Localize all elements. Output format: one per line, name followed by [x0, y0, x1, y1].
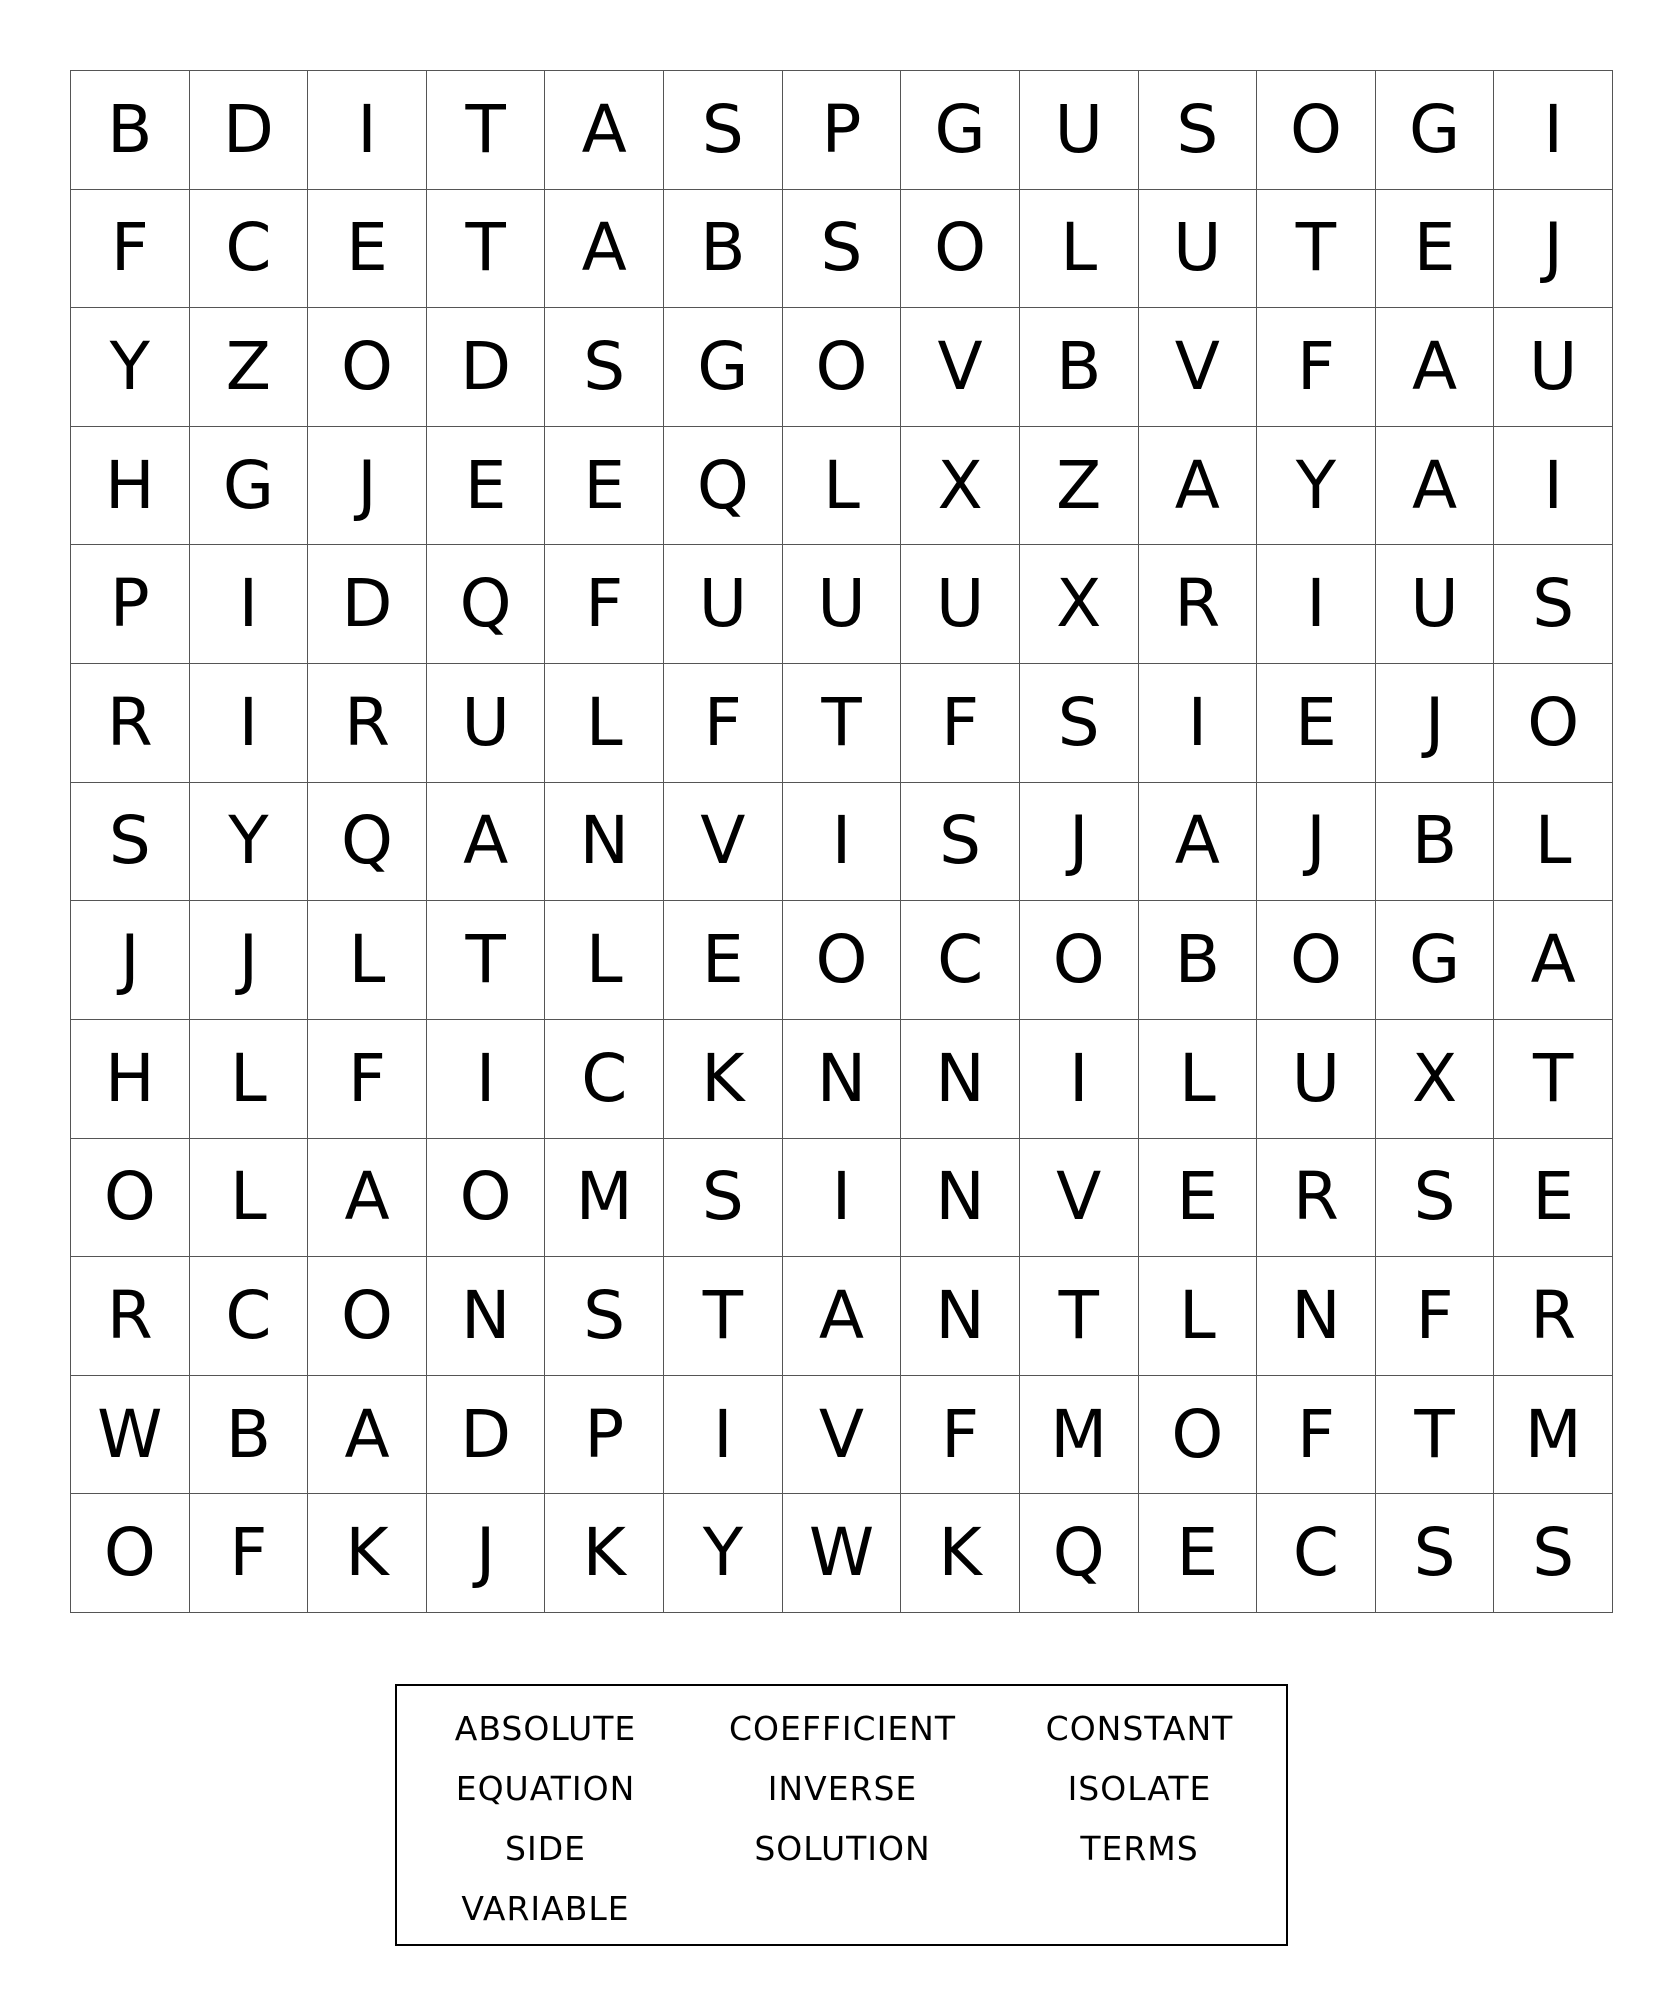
- grid-cell[interactable]: F: [308, 1020, 427, 1139]
- grid-cell[interactable]: D: [308, 545, 427, 664]
- grid-cell[interactable]: U: [901, 545, 1020, 664]
- grid-cell[interactable]: S: [1376, 1139, 1495, 1258]
- grid-cell[interactable]: S: [901, 783, 1020, 902]
- grid-cell[interactable]: H: [71, 427, 190, 546]
- grid-cell[interactable]: S: [1139, 71, 1258, 190]
- grid-cell[interactable]: F: [190, 1494, 309, 1613]
- grid-cell[interactable]: U: [664, 545, 783, 664]
- grid-cell[interactable]: B: [71, 71, 190, 190]
- grid-cell[interactable]: C: [190, 1257, 309, 1376]
- grid-cell[interactable]: L: [1494, 783, 1613, 902]
- grid-cell[interactable]: W: [71, 1376, 190, 1495]
- grid-cell[interactable]: S: [1494, 1494, 1613, 1613]
- grid-cell[interactable]: I: [783, 783, 902, 902]
- grid-cell[interactable]: L: [190, 1139, 309, 1258]
- grid-cell[interactable]: E: [1257, 664, 1376, 783]
- grid-cell[interactable]: A: [308, 1139, 427, 1258]
- grid-cell[interactable]: U: [1139, 190, 1258, 309]
- grid-cell[interactable]: X: [1020, 545, 1139, 664]
- word-bank-item: SOLUTION: [754, 1828, 931, 1868]
- grid-cell[interactable]: R: [1494, 1257, 1613, 1376]
- word-bank-item: COEFFICIENT: [728, 1708, 957, 1748]
- grid-cell[interactable]: E: [1139, 1494, 1258, 1613]
- grid-cell[interactable]: E: [427, 427, 546, 546]
- grid-cell[interactable]: I: [1494, 427, 1613, 546]
- grid-cell[interactable]: F: [1257, 308, 1376, 427]
- grid-cell[interactable]: T: [427, 71, 546, 190]
- grid-cell[interactable]: U: [1257, 1020, 1376, 1139]
- grid-cell[interactable]: D: [427, 1376, 546, 1495]
- grid-cell[interactable]: V: [1139, 308, 1258, 427]
- grid-cell[interactable]: F: [901, 1376, 1020, 1495]
- grid-cell[interactable]: F: [664, 664, 783, 783]
- grid-cell[interactable]: U: [1494, 308, 1613, 427]
- grid-cell[interactable]: O: [783, 308, 902, 427]
- grid-cell[interactable]: F: [901, 664, 1020, 783]
- grid-cell[interactable]: O: [1257, 71, 1376, 190]
- grid-cell[interactable]: T: [1376, 1376, 1495, 1495]
- word-bank-item: INVERSE: [767, 1768, 918, 1808]
- grid-cell[interactable]: Q: [664, 427, 783, 546]
- grid-cell[interactable]: X: [901, 427, 1020, 546]
- grid-cell[interactable]: I: [783, 1139, 902, 1258]
- grid-cell[interactable]: Y: [190, 783, 309, 902]
- grid-cell[interactable]: A: [1376, 427, 1495, 546]
- grid-cell[interactable]: Q: [308, 783, 427, 902]
- grid-cell[interactable]: K: [901, 1494, 1020, 1613]
- grid-cell[interactable]: Z: [190, 308, 309, 427]
- grid-cell[interactable]: N: [901, 1020, 1020, 1139]
- grid-cell[interactable]: D: [427, 308, 546, 427]
- grid-cell[interactable]: N: [427, 1257, 546, 1376]
- grid-cell[interactable]: C: [190, 190, 309, 309]
- grid-cell[interactable]: K: [664, 1020, 783, 1139]
- grid-cell[interactable]: L: [783, 427, 902, 546]
- grid-cell[interactable]: J: [427, 1494, 546, 1613]
- grid-cell[interactable]: S: [1376, 1494, 1495, 1613]
- grid-cell[interactable]: V: [664, 783, 783, 902]
- word-bank: [395, 1684, 1288, 1946]
- grid-cell[interactable]: I: [664, 1376, 783, 1495]
- grid-cell[interactable]: I: [308, 71, 427, 190]
- grid-cell[interactable]: A: [308, 1376, 427, 1495]
- grid-cell[interactable]: L: [1139, 1020, 1258, 1139]
- grid-cell[interactable]: Q: [427, 545, 546, 664]
- grid-cell[interactable]: B: [664, 190, 783, 309]
- grid-cell[interactable]: G: [1376, 901, 1495, 1020]
- grid-cell[interactable]: S: [783, 190, 902, 309]
- grid-cell[interactable]: O: [308, 1257, 427, 1376]
- grid-cell[interactable]: J: [1376, 664, 1495, 783]
- grid-cell[interactable]: Z: [1020, 427, 1139, 546]
- grid-cell[interactable]: A: [1139, 427, 1258, 546]
- grid-cell[interactable]: A: [545, 71, 664, 190]
- grid-cell[interactable]: E: [308, 190, 427, 309]
- grid-cell[interactable]: N: [545, 783, 664, 902]
- word-bank-item: TERMS: [1080, 1828, 1199, 1868]
- grid-cell[interactable]: L: [190, 1020, 309, 1139]
- word-bank-item: VARIABLE: [461, 1888, 630, 1928]
- grid-cell[interactable]: S: [664, 71, 783, 190]
- grid-cell[interactable]: L: [545, 664, 664, 783]
- grid-cell[interactable]: I: [427, 1020, 546, 1139]
- word-bank-item: ISOLATE: [1067, 1768, 1212, 1808]
- grid-cell[interactable]: O: [901, 190, 1020, 309]
- grid-cell[interactable]: D: [190, 71, 309, 190]
- grid-cell[interactable]: Y: [664, 1494, 783, 1613]
- grid-cell[interactable]: S: [545, 308, 664, 427]
- grid-cell[interactable]: A: [1494, 901, 1613, 1020]
- grid-cell[interactable]: O: [308, 308, 427, 427]
- grid-cell[interactable]: E: [545, 427, 664, 546]
- letter-grid: [70, 70, 1613, 1613]
- grid-cell[interactable]: R: [71, 664, 190, 783]
- grid-cell[interactable]: J: [190, 901, 309, 1020]
- grid-cell[interactable]: R: [71, 1257, 190, 1376]
- grid-cell[interactable]: V: [1020, 1139, 1139, 1258]
- grid-cell[interactable]: T: [1020, 1257, 1139, 1376]
- grid-cell[interactable]: I: [1139, 664, 1258, 783]
- grid-cell[interactable]: N: [901, 1139, 1020, 1258]
- grid-cell[interactable]: M: [545, 1139, 664, 1258]
- grid-cell[interactable]: I: [1257, 545, 1376, 664]
- grid-cell[interactable]: L: [1020, 190, 1139, 309]
- grid-cell[interactable]: P: [71, 545, 190, 664]
- grid-cell[interactable]: S: [71, 783, 190, 902]
- word-bank-item: SIDE: [505, 1828, 586, 1868]
- grid-cell[interactable]: A: [783, 1257, 902, 1376]
- grid-cell[interactable]: U: [427, 664, 546, 783]
- grid-cell[interactable]: A: [1139, 783, 1258, 902]
- grid-cell[interactable]: H: [71, 1020, 190, 1139]
- grid-cell[interactable]: O: [71, 1494, 190, 1613]
- grid-cell[interactable]: O: [783, 901, 902, 1020]
- grid-cell[interactable]: S: [1020, 664, 1139, 783]
- grid-cell[interactable]: V: [901, 308, 1020, 427]
- grid-cell[interactable]: R: [308, 664, 427, 783]
- grid-cell[interactable]: Y: [71, 308, 190, 427]
- grid-cell[interactable]: I: [190, 664, 309, 783]
- grid-cell[interactable]: O: [1139, 1376, 1258, 1495]
- grid-cell[interactable]: E: [664, 901, 783, 1020]
- grid-cell[interactable]: T: [664, 1257, 783, 1376]
- grid-cell[interactable]: M: [1494, 1376, 1613, 1495]
- grid-cell[interactable]: T: [1494, 1020, 1613, 1139]
- grid-cell[interactable]: R: [1139, 545, 1258, 664]
- grid-cell[interactable]: U: [1020, 71, 1139, 190]
- word-bank-item: CONSTANT: [1045, 1708, 1234, 1748]
- grid-cell[interactable]: L: [545, 901, 664, 1020]
- grid-cell[interactable]: J: [308, 427, 427, 546]
- grid-cell[interactable]: S: [664, 1139, 783, 1258]
- grid-cell[interactable]: J: [71, 901, 190, 1020]
- grid-cell[interactable]: M: [1020, 1376, 1139, 1495]
- grid-cell[interactable]: F: [1257, 1376, 1376, 1495]
- grid-cell[interactable]: K: [308, 1494, 427, 1613]
- grid-cell[interactable]: W: [783, 1494, 902, 1613]
- grid-cell[interactable]: G: [1376, 71, 1495, 190]
- grid-cell[interactable]: V: [783, 1376, 902, 1495]
- grid-cell[interactable]: T: [783, 664, 902, 783]
- grid-cell[interactable]: N: [783, 1020, 902, 1139]
- grid-cell[interactable]: L: [1139, 1257, 1258, 1376]
- grid-cell[interactable]: G: [664, 308, 783, 427]
- grid-cell[interactable]: B: [1376, 783, 1495, 902]
- grid-cell[interactable]: S: [545, 1257, 664, 1376]
- grid-cell[interactable]: G: [901, 71, 1020, 190]
- grid-cell[interactable]: O: [1494, 664, 1613, 783]
- grid-cell[interactable]: C: [1257, 1494, 1376, 1613]
- word-bank-item: EQUATION: [455, 1768, 636, 1808]
- grid-cell[interactable]: K: [545, 1494, 664, 1613]
- grid-cell[interactable]: T: [1257, 190, 1376, 309]
- grid-cell[interactable]: A: [1376, 308, 1495, 427]
- word-bank-item: ABSOLUTE: [454, 1708, 637, 1748]
- grid-cell[interactable]: J: [1494, 190, 1613, 309]
- grid-cell[interactable]: O: [1020, 901, 1139, 1020]
- grid-cell[interactable]: U: [1376, 545, 1495, 664]
- grid-cell[interactable]: P: [783, 71, 902, 190]
- grid-cell[interactable]: I: [1494, 71, 1613, 190]
- grid-cell[interactable]: E: [1139, 1139, 1258, 1258]
- grid-cell[interactable]: B: [1020, 308, 1139, 427]
- grid-cell[interactable]: A: [545, 190, 664, 309]
- grid-cell[interactable]: R: [1257, 1139, 1376, 1258]
- grid-cell[interactable]: S: [1494, 545, 1613, 664]
- grid-cell[interactable]: G: [190, 427, 309, 546]
- grid-cell[interactable]: N: [901, 1257, 1020, 1376]
- grid-cell[interactable]: E: [1376, 190, 1495, 309]
- grid-cell[interactable]: T: [427, 901, 546, 1020]
- grid-cell[interactable]: Q: [1020, 1494, 1139, 1613]
- grid-cell[interactable]: N: [1257, 1257, 1376, 1376]
- grid-cell[interactable]: I: [1020, 1020, 1139, 1139]
- grid-cell[interactable]: O: [1257, 901, 1376, 1020]
- grid-cell[interactable]: O: [71, 1139, 190, 1258]
- grid-cell[interactable]: X: [1376, 1020, 1495, 1139]
- grid-cell[interactable]: A: [427, 783, 546, 902]
- grid-cell[interactable]: F: [1376, 1257, 1495, 1376]
- grid-cell[interactable]: Y: [1257, 427, 1376, 546]
- grid-cell[interactable]: J: [1020, 783, 1139, 902]
- grid-cell[interactable]: E: [1494, 1139, 1613, 1258]
- grid-cell[interactable]: C: [545, 1020, 664, 1139]
- grid-cell[interactable]: F: [71, 190, 190, 309]
- grid-cell[interactable]: P: [545, 1376, 664, 1495]
- grid-cell[interactable]: C: [901, 901, 1020, 1020]
- grid-cell[interactable]: U: [783, 545, 902, 664]
- grid-cell[interactable]: B: [190, 1376, 309, 1495]
- grid-cell[interactable]: T: [427, 190, 546, 309]
- grid-cell[interactable]: F: [545, 545, 664, 664]
- grid-cell[interactable]: J: [1257, 783, 1376, 902]
- grid-cell[interactable]: B: [1139, 901, 1258, 1020]
- grid-cell[interactable]: L: [308, 901, 427, 1020]
- grid-cell[interactable]: I: [190, 545, 309, 664]
- grid-cell[interactable]: O: [427, 1139, 546, 1258]
